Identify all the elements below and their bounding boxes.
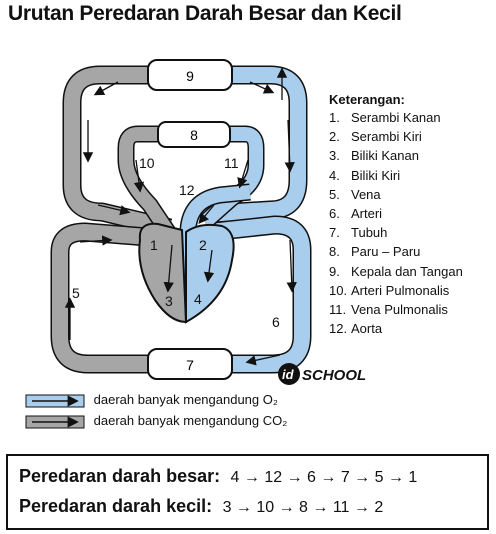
gray-arrow-icon: [26, 415, 86, 429]
label-arteri-pulmonalis: 10: [139, 155, 155, 171]
legend-item: 2. Serambi Kiri: [329, 129, 422, 145]
flow-arrow: [290, 240, 292, 290]
summary-small-circulation: [19, 496, 383, 517]
label-bilik-kanan: 3: [165, 293, 173, 309]
label-vena: 5: [72, 285, 80, 301]
legend-item: 12. Aorta: [329, 321, 383, 337]
lungs-box-label: 8: [190, 127, 198, 143]
summary-big-label: Peredaran darah besar:: [19, 466, 221, 486]
summary-small-sequence: 3 → 10 → 8 → 11 → 2: [222, 499, 384, 516]
summary-big-sequence: 4 → 12 → 6 → 7 → 5 → 1: [230, 469, 418, 486]
body-box-label: 7: [186, 357, 194, 373]
label-vena-pulmonalis: 11: [224, 155, 239, 171]
summary-box: [6, 454, 489, 530]
legend-item: 9. Kepala dan Tangan: [329, 263, 463, 279]
diagram-title: Urutan Peredaran Darah Besar dan Kecil: [8, 2, 402, 25]
key-co2-text: daerah banyak mengandung CO₂: [93, 413, 288, 428]
legend-item: 7. Tubuh: [329, 225, 388, 241]
heart-right-side: [139, 224, 186, 322]
blue-arrow-icon: [26, 394, 86, 408]
legend: [329, 92, 494, 338]
label-aorta: 12: [179, 182, 195, 198]
key-oxygen-text: daerah banyak mengandung O₂: [93, 392, 278, 407]
legend-item: 10. Arteri Pulmonalis: [329, 282, 450, 298]
legend-item: 3. Biliki Kanan: [329, 148, 419, 164]
heart-left-side: [186, 225, 234, 322]
idschool-logo: [278, 361, 367, 392]
legend-heading: Keterangan:: [329, 92, 405, 107]
legend-item: 6. Arteri: [329, 205, 383, 221]
label-serambi-kanan: 1: [150, 237, 158, 253]
key-oxygen: [26, 392, 278, 408]
label-arteri: 6: [272, 314, 280, 330]
legend-list: [329, 108, 494, 338]
summary-small-label: Peredaran darah kecil:: [19, 496, 213, 516]
head-box-label: 9: [186, 68, 194, 84]
legend-item: 5. Vena: [329, 186, 381, 202]
legend-item: 1. Serambi Kanan: [329, 110, 441, 125]
legend-item: 11. Vena Pulmonalis: [329, 301, 448, 317]
legend-item: 8. Paru – Paru: [329, 244, 421, 260]
label-bilik-kiri: 4: [194, 291, 202, 307]
summary-big-circulation: [19, 466, 417, 487]
key-co2: [26, 413, 287, 429]
logo-text-left: id: [282, 367, 294, 382]
logo-text-right: SCHOOL: [302, 367, 367, 384]
label-serambi-kiri: 2: [199, 237, 207, 253]
legend-item: 4. Biliki Kiri: [329, 167, 401, 183]
